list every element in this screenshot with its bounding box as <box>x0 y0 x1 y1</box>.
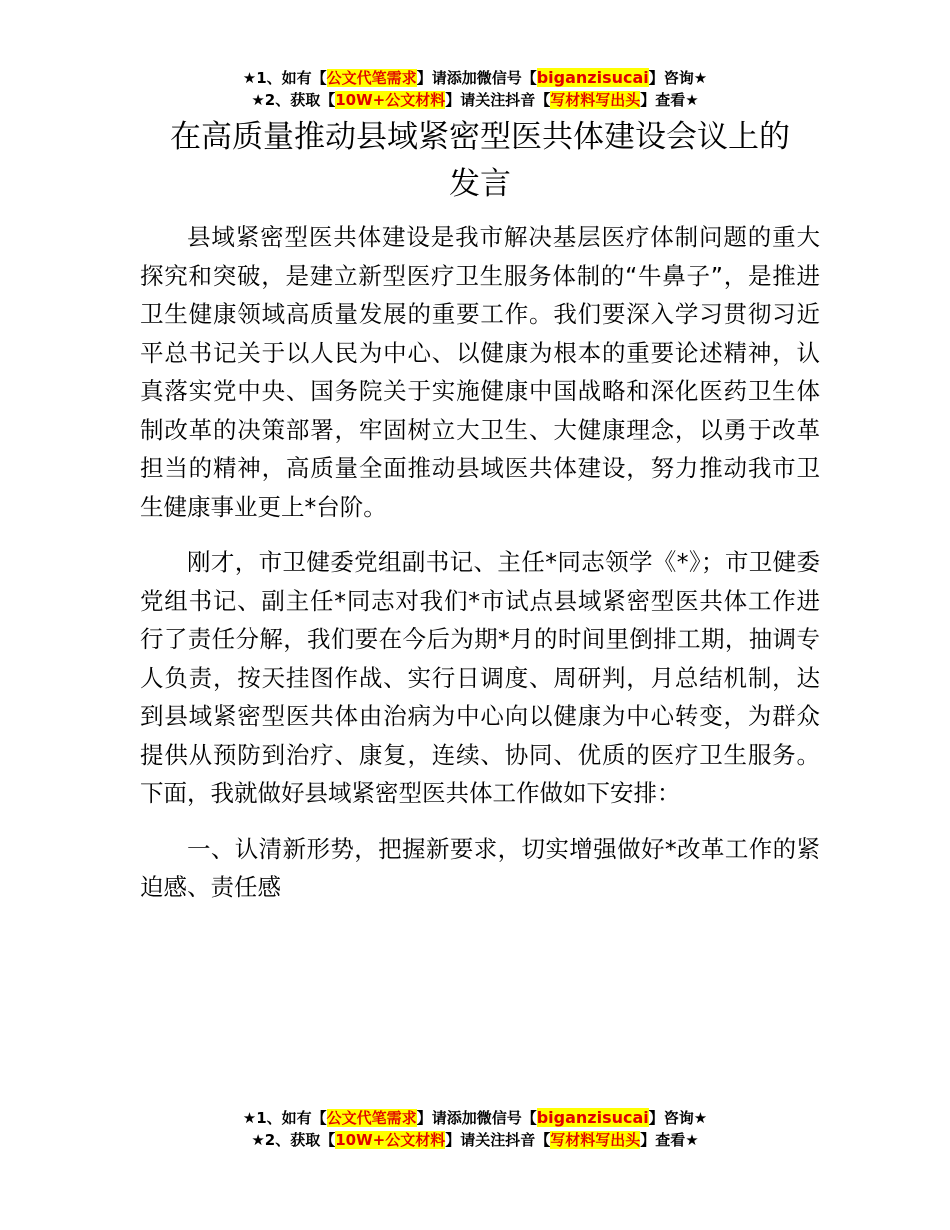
banner-line-1 <box>0 67 950 89</box>
banner-line-1 <box>0 1107 950 1129</box>
document-title <box>140 114 820 208</box>
banner-line-2 <box>0 89 950 111</box>
banner-highlight: 10W+公文材料 <box>335 91 446 109</box>
banner-line-2 <box>0 1129 950 1151</box>
paragraph-2: 刚才，市卫健委党组副书记、主任*同志领学《*》；市卫健委党组书记、副主任*同志对我们*市试点县域紧密型医共体工作进行了责任分解，我们要在今后为期*月的时间里倒排工期，抽调专人负责，按天挂图作战、实行日调度、周研判，月总结机制，达到县域紧密型医共体由治病为中心向以健康为中心转变，为群众提供从预防到治疗、康复，连续、协同、优质的医疗卫生服务。下面，我就做好县域紧密型医共体工作做如下安排： <box>140 548 820 807</box>
banner-text: 】查看★ <box>640 91 699 109</box>
banner-highlight: 10W+公文材料 <box>335 1131 446 1149</box>
document-body <box>140 218 820 924</box>
title-line-2: 发言 <box>449 166 511 202</box>
banner-text: 】请关注抖音【 <box>445 1131 551 1149</box>
banner-text: ★1、如有【 <box>242 1109 327 1127</box>
banner-text: 】请添加微信号【 <box>416 69 537 87</box>
banner-highlight-douyin: 写材料写出头 <box>550 91 641 109</box>
banner-highlight: 公文代笔需求 <box>326 69 417 87</box>
banner-highlight-wechat: biganzisucai <box>536 1108 649 1127</box>
header-banner <box>0 67 950 111</box>
banner-text: 】咨询★ <box>648 1109 708 1127</box>
banner-text: ★1、如有【 <box>242 69 327 87</box>
banner-text: 】请关注抖音【 <box>445 91 551 109</box>
banner-highlight: 公文代笔需求 <box>326 1109 417 1127</box>
paragraph-1: 县域紧密型医共体建设是我市解决基层医疗体制问题的重大探究和突破，是建立新型医疗卫生服务体制的“牛鼻子”，是推进卫生健康领域高质量发展的重要工作。我们要深入学习贯彻习近平总书记关于以人民为中心、以健康为根本的重要论述精神，认真落实党中央、国务院关于实施健康中国战略和深化医药卫生体制改革的决策部署，牢固树立大卫生、大健康理念，以勇于改革担当的精神，高质量全面推动县域医共体建设，努力推动我市卫生健康事业更上*台阶。 <box>140 223 820 521</box>
paragraph-3-section-heading: 一、认清新形势，把握新要求，切实增强做好*改革工作的紧迫感、责任感 <box>140 834 820 901</box>
banner-text: 】咨询★ <box>648 69 708 87</box>
title-line-1: 在高质量推动县域紧密型医共体建设会议上的 <box>170 119 790 155</box>
banner-highlight-wechat: biganzisucai <box>536 68 649 87</box>
footer-banner <box>0 1107 950 1151</box>
banner-text: 】请添加微信号【 <box>416 1109 537 1127</box>
banner-text: 】查看★ <box>640 1131 699 1149</box>
banner-text: ★2、获取【 <box>251 1131 336 1149</box>
banner-text: ★2、获取【 <box>251 91 336 109</box>
banner-highlight-douyin: 写材料写出头 <box>550 1131 641 1149</box>
